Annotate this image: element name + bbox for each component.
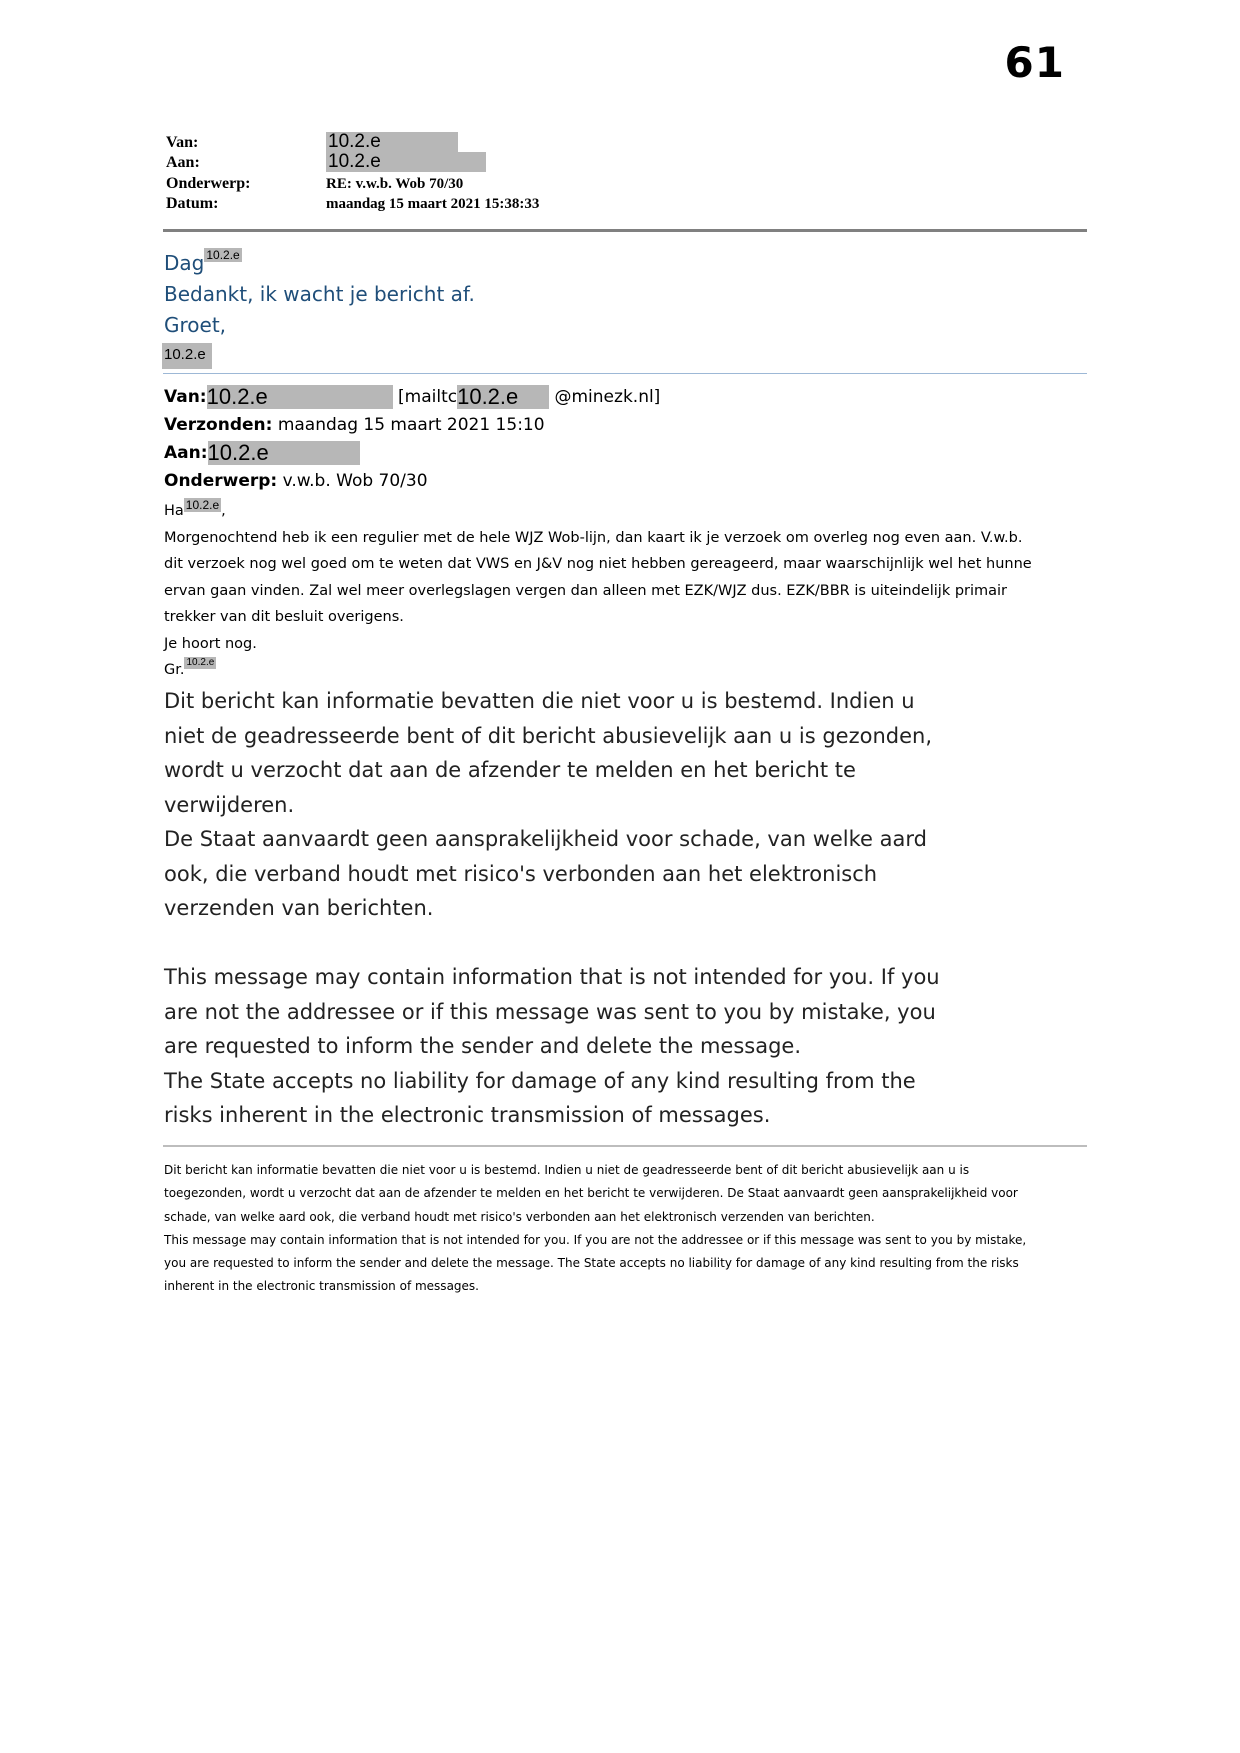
forwarded-to-row [164,439,660,467]
forwarded-from-row [164,383,660,411]
reply-signature-redaction: 10.2.e [162,343,212,369]
reply-divider [163,373,1087,374]
forwarded-signoff-text: Gr. [164,662,185,678]
header-from-row [166,131,1086,152]
disclaimer-en-line: The State accepts no liability for damage of any kind resulting from the [164,1068,916,1093]
disclaimer-nl-line: ook, die verband houdt met risico's verbonden aan het elektronisch [164,861,878,886]
forwarded-header [164,383,660,495]
header-date-label: Datum: [166,195,219,212]
forwarded-subject-value: v.w.b. Wob 70/30 [282,471,428,491]
header-subject-row [166,172,1086,193]
forwarded-subject-label: Onderwerp: [164,471,278,491]
forwarded-to-label: Aan: [164,443,208,463]
header-to-row [166,152,1086,173]
forwarded-body-line: dit verzoek nog wel goed om te weten dat VWS en J&V nog niet hebben gereageerd, maar waarschijnlijk wel het hunne [164,556,1032,572]
disclaimer-spacer [164,926,924,961]
forwarded-body-line: Morgenochtend heb ik een regulier met de hele WJZ Wob-lijn, dan kaart ik je verzoek om overleg nog even aan. V.w.b. [164,529,1023,546]
disclaimer-small-line: schade, van welke aard ook, die verband houdt met risico's verbonden aan het elektronisch verzenden van berichten. [164,1209,875,1224]
forwarded-signoff [164,657,1094,684]
email-header [166,131,1086,213]
disclaimer-small [164,1159,1094,1299]
reply-greeting: Dag [164,251,205,275]
disclaimer-en-line: are not the addressee or if this message was sent to you by mistake, you [164,999,936,1024]
forwarded-salutation [164,498,1094,525]
header-date-value: maandag 15 maart 2021 15:38:33 [326,196,540,212]
disclaimer-en-line: are requested to inform the sender and delete the message. [164,1034,802,1058]
reply-line1: Bedankt, ik wacht je bericht af. [164,282,475,306]
disclaimer-nl-line: Dit bericht kan informatie bevatten die niet voor u is bestemd. Indien u [164,689,915,713]
header-divider [163,229,1087,232]
forwarded-body-line: Je hoort nog. [164,635,257,652]
disclaimer-en-line: This message may contain information that is not intended for you. If you [164,965,940,989]
forwarded-body-line: trekker van dit besluit overigens. [164,609,404,625]
disclaimer-nl-line: niet de geadresseerde bent of dit bericht abusievelijk aan u is gezonden, [164,723,933,748]
disclaimer-small-line: inherent in the electronic transmission of messages. [164,1279,479,1294]
disclaimer-small-line: Dit bericht kan informatie bevatten die niet voor u is bestemd. Indien u niet de geadresseerde bent of dit bericht abusievelijk aan u is [164,1163,970,1177]
forwarded-salutation-punct: , [221,503,226,519]
disclaimer-small-line: toegezonden, wordt u verzocht dat aan de afzender te melden en het bericht te verwijderen. De Staat aanvaardt geen aansprakelijkheid voor [164,1186,1018,1201]
forwarded-subject-row [164,467,660,495]
disclaimer-nl-line: verzenden van berichten. [164,896,434,920]
forwarded-body-line: ervan gaan vinden. Zal wel meer overlegslagen vergen dan alleen met EZK/WJZ dus. EZK/BBR is uiteindelijk primair [164,582,1008,599]
disclaimer-nl-line: De Staat aanvaardt geen aansprakelijkheid voor schade, van welke aard [164,827,927,851]
reply-greeting-line [164,248,475,279]
disclaimer-small-line: This message may contain information that is not intended for you. If you are not the addressee or if this message was sent to you by mistake, [164,1232,1027,1247]
header-subject-label: Onderwerp: [166,174,251,192]
forwarded-mailto-text: [mailtc [398,387,458,407]
reply-closing: Groet, [164,313,227,337]
disclaimer-nl-line: wordt u verzocht dat aan de afzender te melden en het bericht te [164,758,856,782]
forwarded-body [164,498,1094,684]
forwarded-mailto-redaction: 10.2.e [457,385,549,409]
header-from-redaction: 10.2.e [326,132,458,152]
header-to-label: Aan: [166,154,200,171]
page-number: 61 [1004,38,1065,87]
disclaimer-large [164,684,940,1133]
header-subject-value: RE: v.w.b. Wob 70/30 [326,175,464,192]
forwarded-salutation-text: Ha [164,503,184,519]
forwarded-sent-row [164,411,660,439]
disclaimer-en-line: risks inherent in the electronic transmission of messages. [164,1103,771,1127]
header-from-label: Van: [166,133,199,151]
reply-greeting-redaction: 10.2.e [206,248,240,262]
forwarded-mailto-domain: @minezk.nl] [554,387,661,407]
disclaimer-small-line: you are requested to inform the sender and delete the message. The State accepts no liability for damage of any kind resulting from the risks [164,1256,1019,1271]
header-date-row [166,193,1086,214]
reply-message [164,248,475,341]
forwarded-signoff-redaction: 10.2.e [186,657,215,668]
disclaimer-nl-line: verwijderen. [164,792,295,817]
forwarded-sent-value: maandag 15 maart 2021 15:10 [277,415,545,435]
header-to-redaction: 10.2.e [326,152,486,172]
forwarded-from-label: Van: [164,387,207,407]
forwarded-salutation-redaction: 10.2.e [185,498,220,512]
forwarded-sent-label: Verzonden: [164,415,273,435]
forwarded-from-redaction: 10.2.e [207,385,393,409]
forwarded-to-redaction: 10.2.e [208,441,360,465]
footer-divider [163,1145,1087,1147]
